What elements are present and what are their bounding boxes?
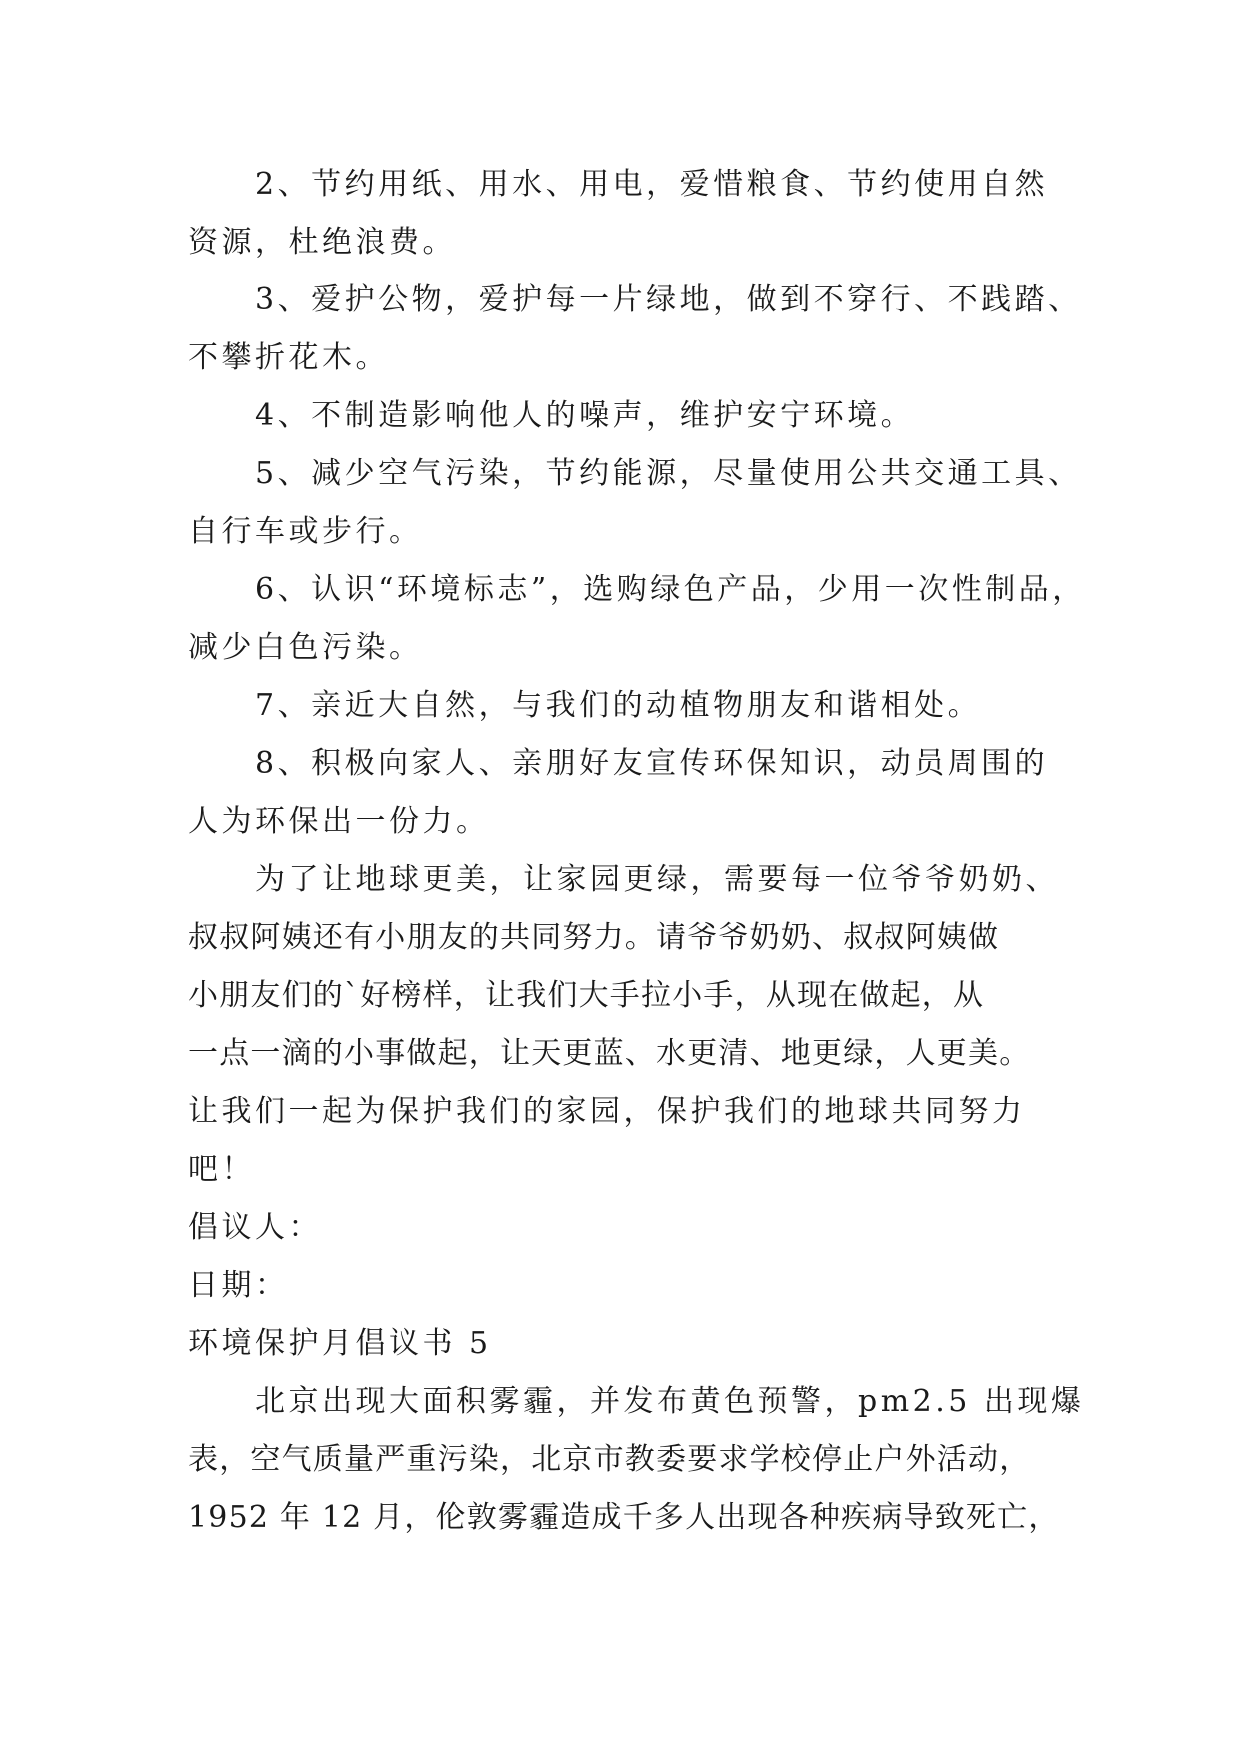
text-line: 2、节约用纸、用水、用电，爱惜粮食、节约使用自然 [255, 167, 1049, 202]
date-label: 日期： [188, 1268, 289, 1303]
text-line: 3、爱护公物，爱护每一片绿地，做到不穿行、不践踏、 [255, 282, 1082, 317]
text-line: 北京出现大面积雾霾，并发布黄色预警，pm2.5 出现爆 [255, 1384, 1085, 1419]
text-line: 叔叔阿姨还有小朋友的共同努力。请爷爷奶奶、叔叔阿姨做 [188, 920, 1000, 955]
text-line: 1952 年 12 月，伦敦雾霾造成千多人出现各种疾病导致死亡， [188, 1500, 1060, 1535]
signer-label: 倡议人： [188, 1210, 322, 1245]
text-line: 让我们一起为保护我们的家园，保护我们的地球共同努力 [188, 1094, 1026, 1129]
text-line: 为了让地球更美，让家园更绿，需要每一位爷爷奶奶、 [255, 862, 1059, 897]
text-line: 5、减少空气污染，节约能源，尽量使用公共交通工具、 [255, 456, 1082, 491]
text-line: 一点一滴的小事做起，让天更蓝、水更清、地更绿，人更美。 [188, 1036, 1031, 1071]
text-line: 吧！ [188, 1152, 255, 1187]
text-line: 表，空气质量严重污染，北京市教委要求学校停止户外活动， [188, 1442, 1031, 1477]
section-title: 环境保护月倡议书 5 [188, 1326, 492, 1361]
text-line: 资源，杜绝浪费。 [188, 225, 456, 260]
text-line: 自行车或步行。 [188, 514, 423, 549]
text-line: 减少白色污染。 [188, 630, 423, 665]
text-line: 人为环保出一份力。 [188, 804, 490, 839]
text-line: 4、不制造影响他人的噪声，维护安宁环境。 [255, 398, 915, 433]
text-line: 小朋友们的`好榜样，让我们大手拉小手，从现在做起，从 [188, 978, 985, 1013]
text-line: 6、认识“环境标志”，选购绿色产品，少用一次性制品， [255, 572, 1086, 607]
text-line: 7、亲近大自然，与我们的动植物朋友和谐相处。 [255, 688, 982, 723]
text-line: 不攀折花木。 [188, 340, 389, 375]
text-line: 8、积极向家人、亲朋好友宣传环保知识，动员周围的 [255, 746, 1049, 781]
